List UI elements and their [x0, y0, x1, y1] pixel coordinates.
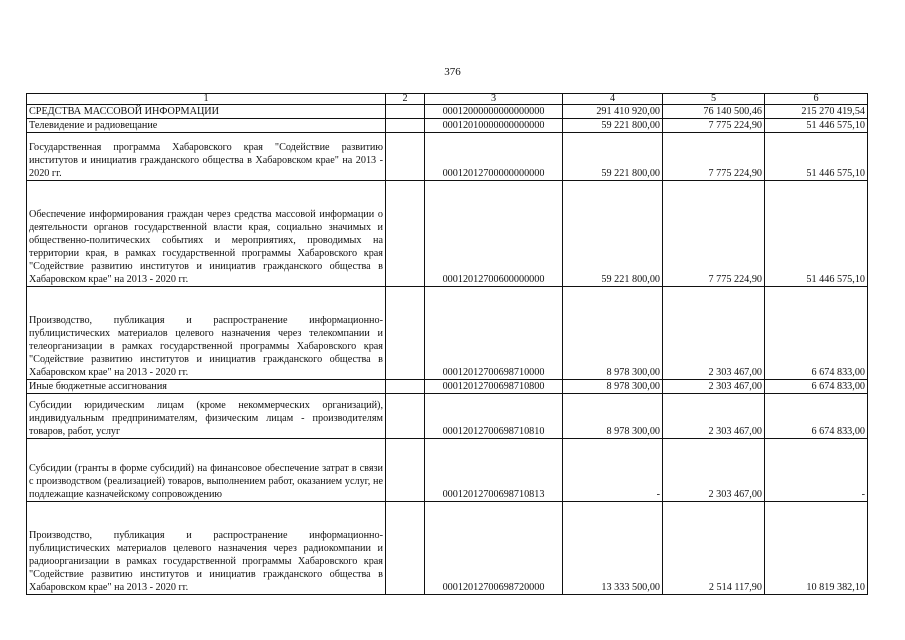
table-row: [27, 287, 868, 380]
row-value-4: 59 221 800,00: [563, 119, 663, 133]
table-header-row: [27, 94, 868, 105]
row-value-4: -: [563, 439, 663, 502]
row-value-5: 2 303 467,00: [663, 439, 765, 502]
row-name: Субсидии (гранты в форме субсидий) на финансовое обеспечение затрат в связи с производством (реализацией) товаров, выполнением работ, оказанием услуг, не подлежащие казначейскому сопровождению: [27, 439, 386, 502]
row-column-2: [386, 133, 425, 181]
row-value-5: 7 775 224,90: [663, 119, 765, 133]
row-column-2: [386, 394, 425, 439]
row-value-6: -: [765, 439, 868, 502]
row-code: 00012012700000000000: [425, 133, 563, 181]
column-header: 1: [27, 94, 386, 105]
row-code: 00012012700698710800: [425, 380, 563, 394]
row-value-4: 8 978 300,00: [563, 380, 663, 394]
table-row: [27, 133, 868, 181]
row-name: Государственная программа Хабаровского края "Содействие развитию институтов и инициатив гражданского общества в Хабаровском крае" на 2013 - 2020 гг.: [27, 133, 386, 181]
row-value-5: 2 303 467,00: [663, 287, 765, 380]
table-row: [27, 394, 868, 439]
table-row: [27, 380, 868, 394]
row-value-6: 51 446 575,10: [765, 119, 868, 133]
column-header: 6: [765, 94, 868, 105]
table-row: [27, 105, 868, 119]
row-code: 00012010000000000000: [425, 119, 563, 133]
row-value-6: 215 270 419,54: [765, 105, 868, 119]
row-code: 00012012700600000000: [425, 181, 563, 287]
table-row: [27, 502, 868, 595]
row-name: Телевидение и радиовещание: [27, 119, 386, 133]
row-name: Субсидии юридическим лицам (кроме некоммерческих организаций), индивидуальным предпринимателям, физическим лицам - производителям товаров, работ, услуг: [27, 394, 386, 439]
row-value-6: 6 674 833,00: [765, 380, 868, 394]
row-value-5: 76 140 500,46: [663, 105, 765, 119]
row-column-2: [386, 105, 425, 119]
row-value-5: 7 775 224,90: [663, 133, 765, 181]
row-value-6: 6 674 833,00: [765, 287, 868, 380]
row-code: 00012012700698710810: [425, 394, 563, 439]
row-code: 00012012700698710813: [425, 439, 563, 502]
row-column-2: [386, 439, 425, 502]
row-name: Производство, публикация и распространение информационно-публицистических материалов целевого назначения через радиокомпании и радиоорганизации в рамках государственной программы Хабаровского края "Содействие развитию институтов и инициатив гражданского общества в Хабаровском крае" на 2013 - 2020 гг.: [27, 502, 386, 595]
row-column-2: [386, 287, 425, 380]
row-code: 00012012700698720000: [425, 502, 563, 595]
page-number: 376: [444, 66, 461, 78]
row-column-2: [386, 119, 425, 133]
table-row: [27, 181, 868, 287]
row-name: Производство, публикация и распространение информационно-публицистических материалов целевого назначения через телекомпании и телеорганизации в рамках государственной программы Хабаровского края "Содействие развитию институтов и инициатив гражданского общества в Хабаровском крае" на 2013 - 2020 гг.: [27, 287, 386, 380]
row-value-6: 10 819 382,10: [765, 502, 868, 595]
row-value-5: 2 303 467,00: [663, 394, 765, 439]
row-value-4: 13 333 500,00: [563, 502, 663, 595]
row-value-4: 8 978 300,00: [563, 394, 663, 439]
row-value-4: 59 221 800,00: [563, 133, 663, 181]
column-header: 4: [563, 94, 663, 105]
row-column-2: [386, 502, 425, 595]
row-value-5: 2 514 117,90: [663, 502, 765, 595]
budget-table: [26, 93, 868, 595]
row-name: Обеспечение информирования граждан через средства массовой информации о деятельности органов государственной власти края, социально значимых и общественно-политических событиях и мероприятиях, проводимых на территории края, в рамках государственной программы Хабаровского края "Содействие развитию институтов и инициатив гражданского общества в Хабаровском крае" на 2013 - 2020 гг.: [27, 181, 386, 287]
row-value-6: 6 674 833,00: [765, 394, 868, 439]
column-header: 3: [425, 94, 563, 105]
row-value-4: 291 410 920,00: [563, 105, 663, 119]
row-value-5: 2 303 467,00: [663, 380, 765, 394]
row-column-2: [386, 380, 425, 394]
row-code: 00012012700698710000: [425, 287, 563, 380]
row-column-2: [386, 181, 425, 287]
row-value-4: 59 221 800,00: [563, 181, 663, 287]
row-value-5: 7 775 224,90: [663, 181, 765, 287]
row-value-6: 51 446 575,10: [765, 133, 868, 181]
row-code: 00012000000000000000: [425, 105, 563, 119]
column-header: 5: [663, 94, 765, 105]
table-row: [27, 119, 868, 133]
row-value-6: 51 446 575,10: [765, 181, 868, 287]
row-name: СРЕДСТВА МАССОВОЙ ИНФОРМАЦИИ: [27, 105, 386, 119]
column-header: 2: [386, 94, 425, 105]
table-row: [27, 439, 868, 502]
row-name: Иные бюджетные ассигнования: [27, 380, 386, 394]
row-value-4: 8 978 300,00: [563, 287, 663, 380]
